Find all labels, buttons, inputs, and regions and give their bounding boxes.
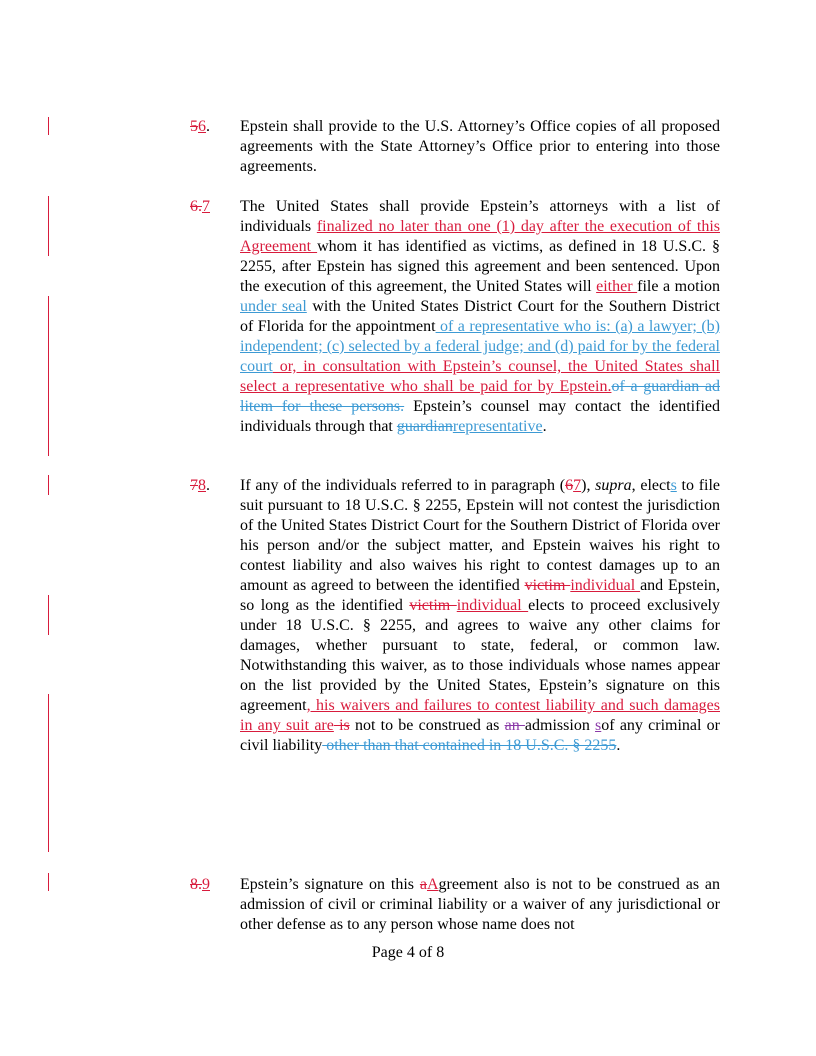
change-bar	[48, 296, 49, 456]
insertion: A	[426, 876, 439, 893]
change-bar	[48, 196, 49, 256]
paragraph-number: 8.9	[190, 876, 210, 893]
insertion: representative	[452, 418, 543, 435]
paragraph-9	[190, 875, 720, 935]
insertion: under seal	[240, 298, 307, 315]
deletion: other than that contained in 18 U.S.C. § 2255	[322, 737, 617, 754]
paragraph-8	[190, 476, 720, 756]
page-footer: Page 4 of 8	[371, 944, 445, 961]
insertion: finalized no later than one (1) day after the execution of this Agreement	[240, 218, 720, 255]
change-bar	[48, 117, 49, 135]
deletion: a	[419, 876, 427, 893]
insertion: s	[595, 717, 602, 734]
deletion: an	[504, 717, 525, 734]
deletion: guardian	[396, 418, 453, 435]
insertion: s	[670, 477, 677, 494]
paragraph-text: Epstein’s signature on this aAgreement also is not to be construed as an admission of civil or criminal liability or a waiver of any jurisdictional or other defense as to any person whose name does not	[240, 876, 721, 933]
insertion: 7	[573, 477, 582, 494]
paragraph-text: The United States shall provide Epstein’s attorneys with a list of individuals finalized no later than one (1) day after the execution of this Agreement whom it has identified as victims, as defined in 18 U.S.C. § 2255, after Epstein has signed this agreement and been sentenced. Upon the execution of this agreement, the United States will either file a motion under seal with the United States District Court for the Southern District of Florida for the appointment of a representative who is: (a) a lawyer; (b) independent; (c) selected by a federal judge; and (d) paid for by the federal court or, in consultation with Epstein’s counsel, the United States shall select a representative who shall be paid for by Epstein.of a guardian ad litem for these persons. Epstein’s counsel may contact the identified individuals through that guardianrepresentative.	[240, 198, 721, 435]
change-bar	[48, 694, 49, 852]
paragraph-6	[190, 117, 720, 177]
deletion: victim	[524, 577, 571, 594]
insertion: individual	[456, 597, 529, 614]
change-bar	[48, 873, 49, 891]
paragraph-text: Epstein shall provide to the U.S. Attorney’s Office copies of all proposed agreements with the State Attorney’s Office prior to entering into those agreements.	[240, 118, 720, 175]
insertion: either	[596, 278, 638, 295]
insertion: , his waivers and failures to contest liability and such damages in any suit are	[240, 697, 720, 734]
paragraph-7	[190, 197, 720, 437]
insertion: individual	[570, 577, 641, 594]
deletion: 6	[565, 477, 574, 494]
paragraph-text: If any of the individuals referred to in paragraph (67), supra, elects to file suit pursuant to 18 U.S.C. § 2255, Epstein will not contest the jurisdiction of the United States District Court for the Southern District of Florida over his person and/or the subject matter, and Epstein waives his right to contest liability and also waives his right to contest damages up to an amount as agreed to between the identified victim individual and Epstein, so long as the identified victim individual elects to proceed exclusively under 18 U.S.C. § 2255, and agrees to waive any other claims for damages, whether pursuant to state, federal, or common law. Notwithstanding this waiver, as to those individuals whose names appear on the list provided by the United States, Epstein’s signature on this agreement, his waivers and failures to contest liability and such damages in any suit are is not to be construed as an admission sof any criminal or civil liability other than that contained in 18 U.S.C. § 2255.	[240, 477, 721, 754]
insertion: or, in consultation with Epstein’s counsel, the United States shall select a representative who shall be paid for by Epstein.	[240, 358, 720, 395]
paragraph-number: 6.7	[190, 198, 210, 215]
change-bar	[48, 595, 49, 635]
paragraph-number: 56.	[190, 118, 210, 135]
deletion: victim	[409, 597, 457, 614]
insertion: of a representative who is: (a) a lawyer; (b) independent; (c) selected by a federal judge; and (d) paid for by the federal court	[240, 318, 720, 375]
change-bar	[48, 475, 49, 495]
paragraph-number: 78.	[190, 477, 210, 494]
deletion: is	[333, 717, 350, 734]
deletion: of a guardian ad litem for these persons.	[240, 378, 720, 415]
